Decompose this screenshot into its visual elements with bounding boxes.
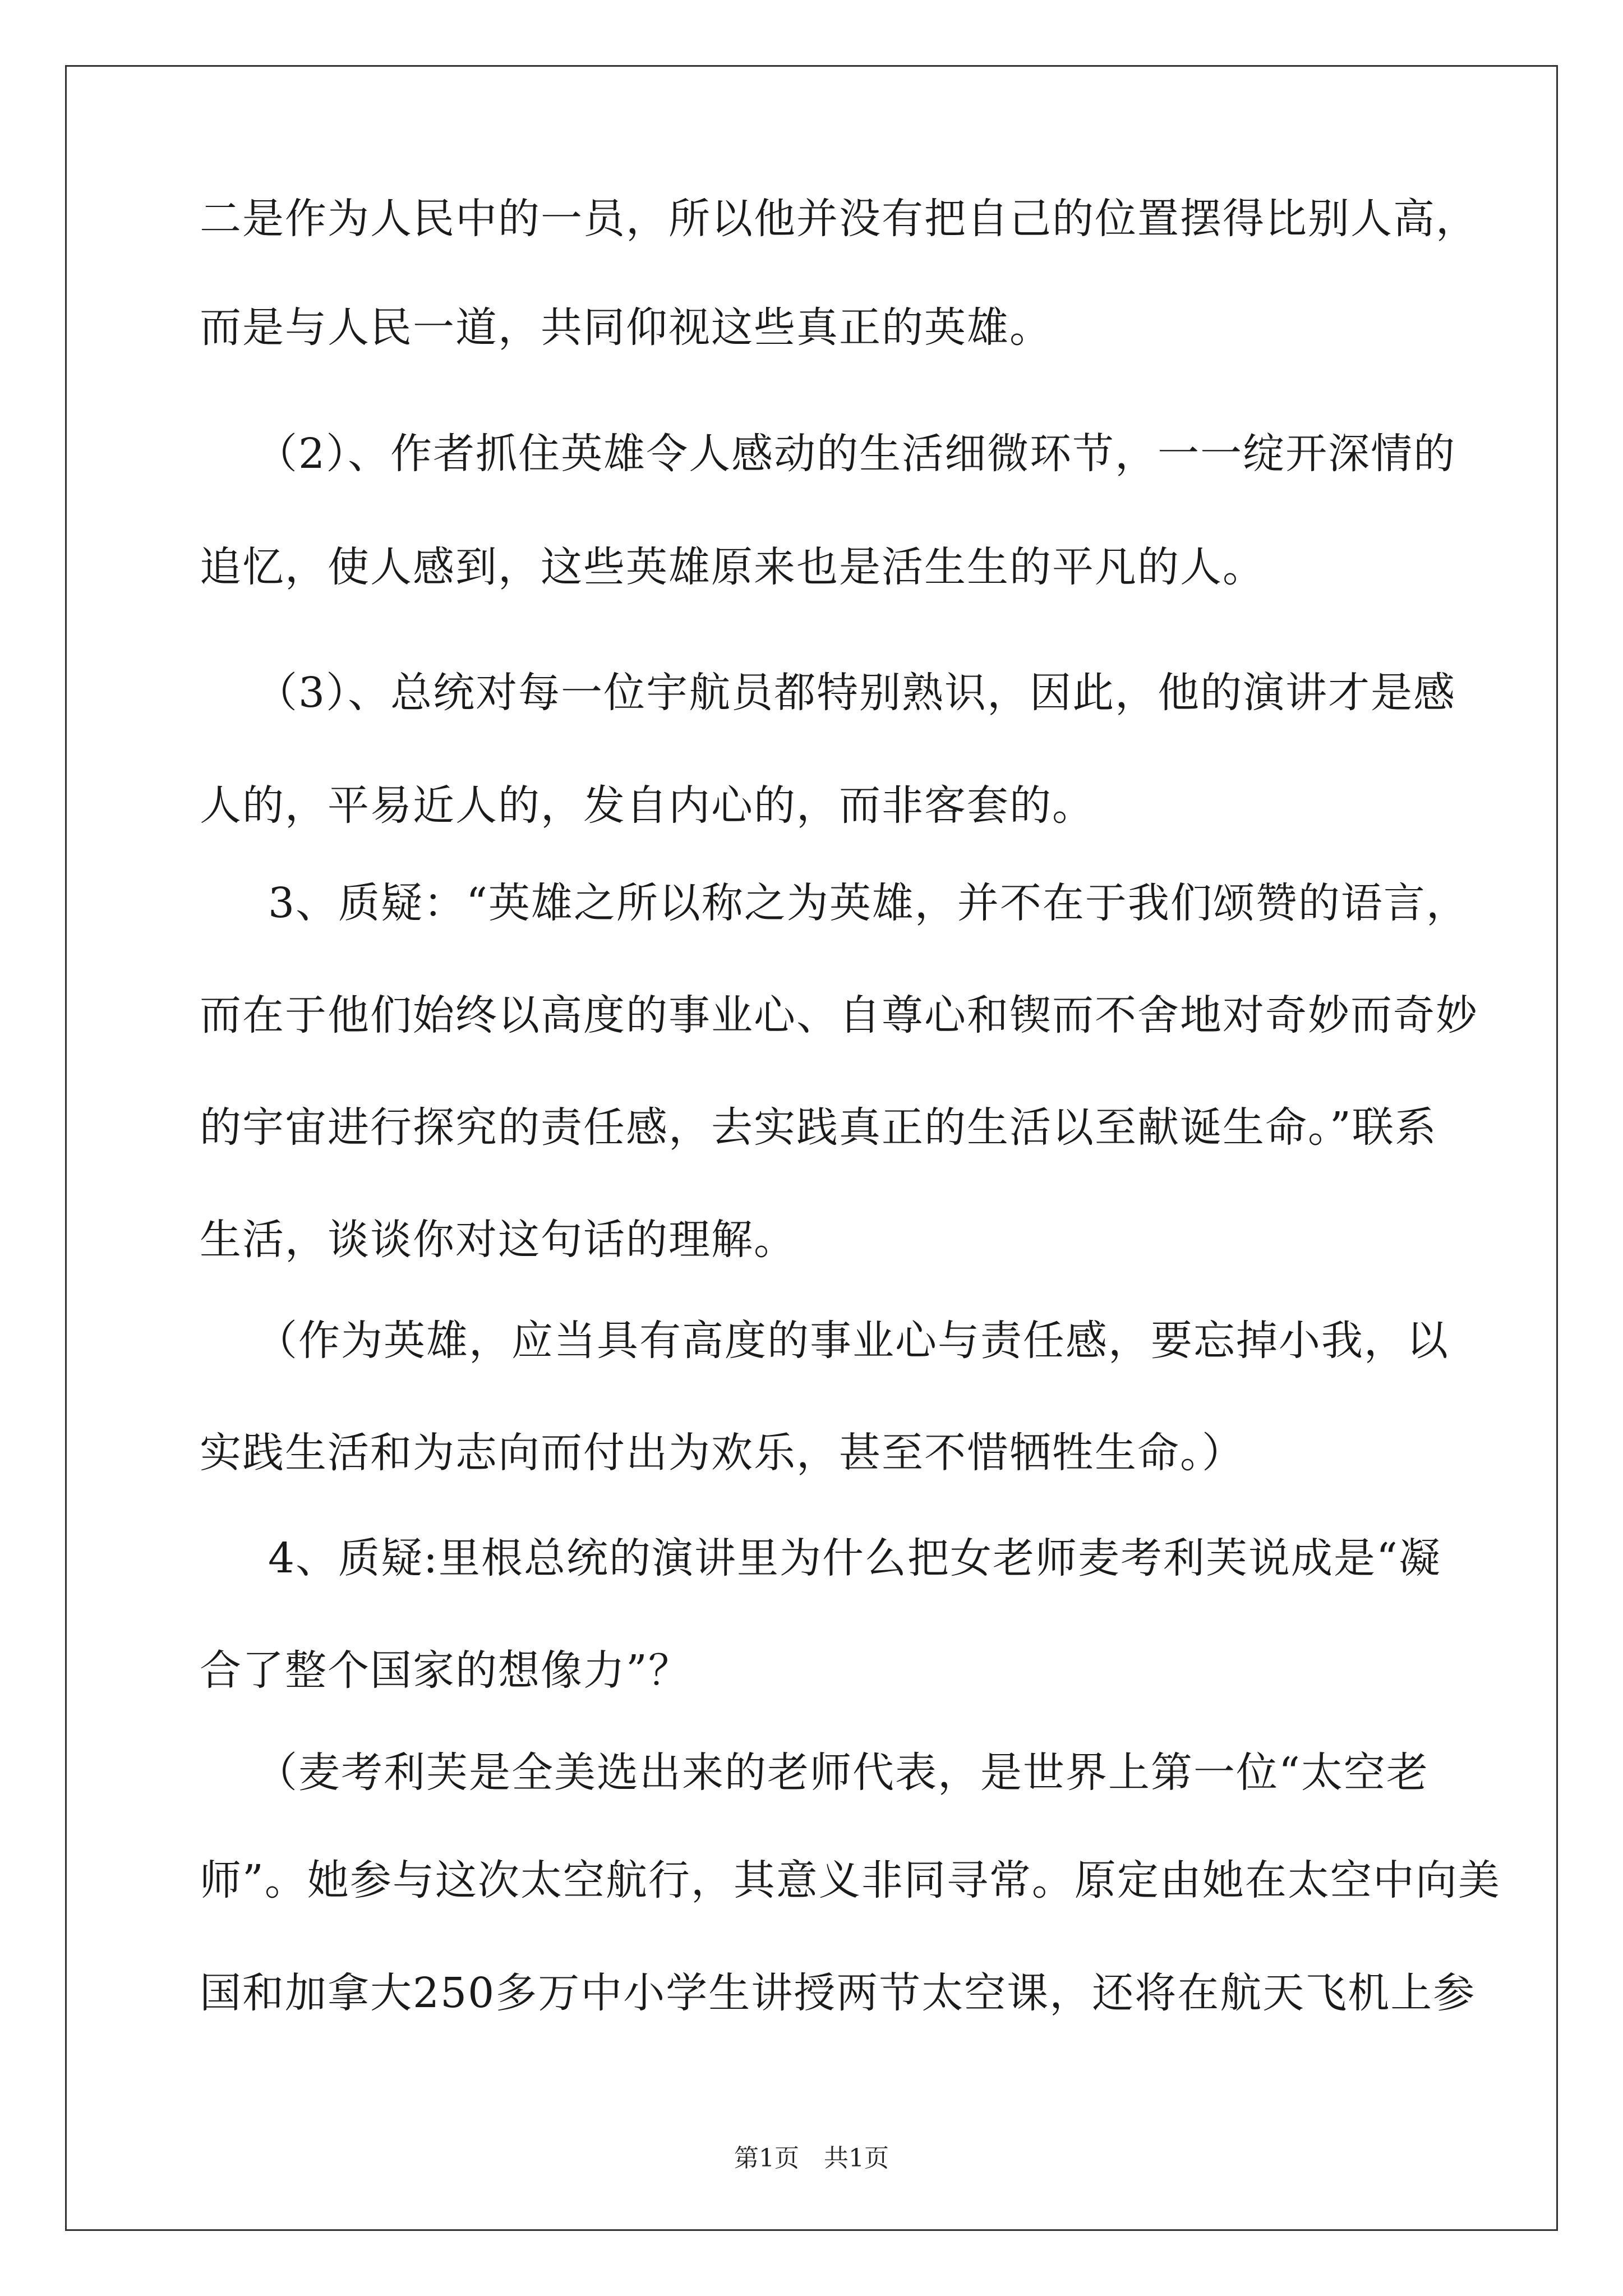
text-line: 实践生活和为志向而付出为欢乐，甚至不惜牺牲生命。） (200, 1429, 1244, 1477)
text-line: （3）、总统对每一位宇航员都特别熟识，因此，他的演讲才是感 (256, 669, 1456, 717)
text-line: 的宇宙进行探究的责任感，去实践真正的生活以至献诞生命。”联系 (200, 1103, 1437, 1152)
text-line: 而在于他们始终以高度的事业心、自尊心和锲而不舍地对奇妙而奇妙 (200, 991, 1478, 1039)
text-line: 4、质疑:里根总统的演讲里为什么把女老师麦考利芙说成是“凝 (268, 1534, 1441, 1582)
page-number-footer: 第1页 共1页 (734, 2144, 889, 2173)
text-line: 而是与人民一道，共同仰视这些真正的英雄。 (200, 303, 1052, 352)
text-line: （作为英雄，应当具有高度的事业心与责任感，要忘掉小我，以 (256, 1317, 1449, 1365)
text-line: 3、质疑：“英雄之所以称之为英雄，并不在于我们颂赞的语言， (268, 879, 1469, 927)
text-line: （麦考利芙是全美选出来的老师代表，是世界上第一位“太空老 (256, 1749, 1429, 1797)
text-line: 追忆，使人感到，这些英雄原来也是活生生的平凡的人。 (200, 543, 1265, 591)
text-line: 生活，谈谈你对这句话的理解。 (200, 1216, 796, 1264)
text-line: （2）、作者抓住英雄令人感动的生活细微环节，一一绽开深情的 (256, 430, 1456, 478)
text-line: 合了整个国家的想像力”？ (200, 1646, 691, 1695)
text-line: 人的，平易近人的，发自内心的，而非客套的。 (200, 781, 1095, 830)
text-line: 国和加拿大250多万中小学生讲授两节太空课，还将在航天飞机上参 (200, 1969, 1476, 2017)
text-line: 二是作为人民中的一员，所以他并没有把自己的位置摆得比别人高， (200, 195, 1478, 243)
text-line: 师”。她参与这次太空航行，其意义非同寻常。原定由她在太空中向美 (200, 1856, 1501, 1904)
